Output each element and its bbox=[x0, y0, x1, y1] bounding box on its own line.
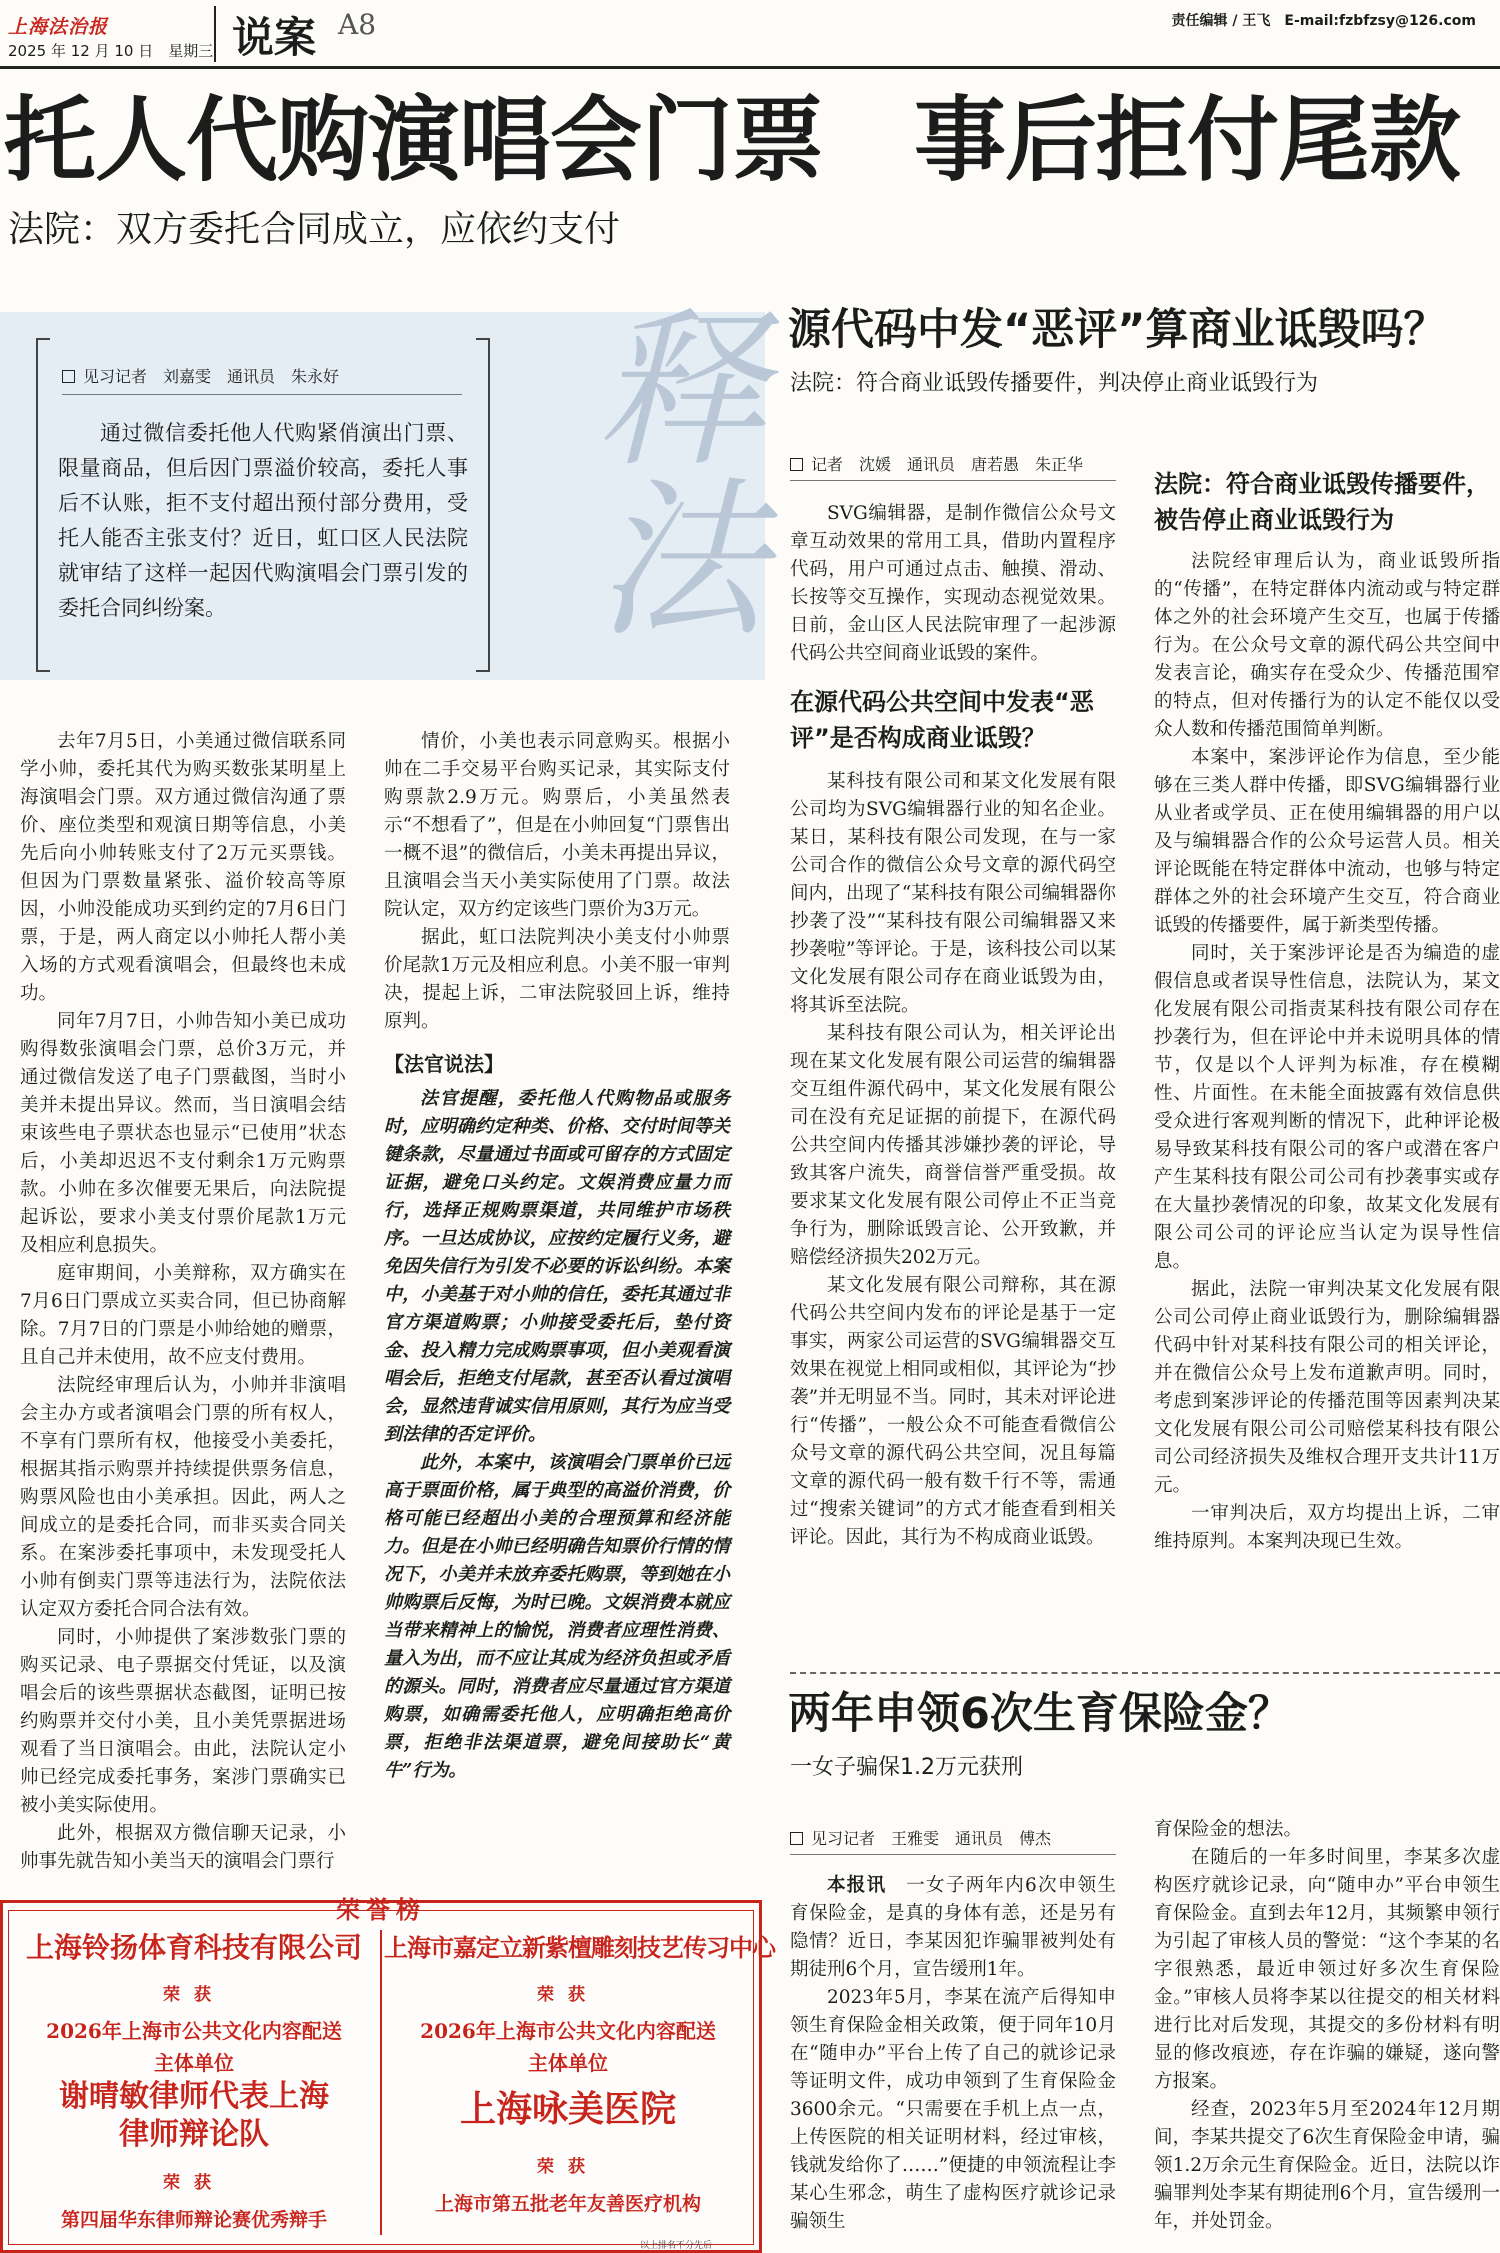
story3-col1 bbox=[790, 1872, 1116, 2236]
judge-paragraph: 此外，本案中，该演唱会门票单价已远高于票面价格，属于典型的高溢价消费，价格可能已经超出小美的合理预算和经济能力。但是在小帅已经明确告知票价行情的情况下，小美并未放弃委托购票，等到她在小帅购票后反悔，为时已晚。文娱消费本就应当带来精神上的愉悦，消费者应理性消费、量入为出，而不应让其成为经济负担或矛盾的源头。同时，消费者应尽量通过官方渠道购票，如确需委托他人，应明确拒绝高价票，拒绝非法渠道票，避免间接助长“黄牛”行为。 bbox=[384, 1452, 730, 1781]
lead-paragraph: 情价，小美也表示同意购买。根据小帅在二手交易平台购买记录，其实际支付购票款2.9万元。购票后，小美虽然表示“不想看了”，但是在小帅回复“门票售出一概不退”的微信后，小美未再提出异议，且演唱会当天小美实际使用了门票。故法院认定，双方约定该些门票价为3万元。 bbox=[384, 731, 730, 920]
lead-byline bbox=[62, 364, 339, 387]
lead-paragraph: 同时，小帅提供了案涉数张门票的购买记录、电子票据交付凭证，以及演唱会后的该些票据状态截图，证明已按约购票并交付小美，且小美凭票据进场观看了当日演唱会。由此，法院认定小帅已经完成委托事务，案涉门票确实已被小美实际使用。 bbox=[20, 1627, 346, 1816]
paper-name-logo: 上海法治报 bbox=[8, 16, 109, 38]
honor-award-word: 荣获 bbox=[537, 2157, 599, 2177]
story2-col2 bbox=[1154, 466, 1500, 1556]
story2-paragraph: 某文化发展有限公司辩称，其在源代码公共空间内发布的评论是基于一定事实，两家公司运营的SVG编辑器交互效果在视觉上相同或相似，其评论为“抄袭”并无明显不当。同时，其未对评论进行“传播”，一般公众不可能查看微信公众号文章的源代码公共空间，况且每篇文章的源代码一般有数千行不等，需通过“搜索关键词”的方式才能查看到相关评论。因此，其行为不构成商业诋毁。 bbox=[790, 1275, 1116, 1548]
honor-board-divider bbox=[380, 1930, 382, 2235]
honor-award-word: 荣获 bbox=[163, 1985, 225, 2005]
lead-col2 bbox=[384, 728, 730, 1785]
honor-entry-award: 上海市第五批老年友善医疗机构 bbox=[434, 2193, 701, 2215]
story2-paragraph: 某科技有限公司认为，相关评论出现在某文化发展有限公司运营的编辑器交互组件源代码中，某文化发展有限公司在没有充足证据的前提下，在源代码公共空间内传播其涉嫌抄袭的评论，导致其客户流失，商誉信誉严重受损。故要求某文化发展有限公司停止不正当竞争行为，删除诋毁言论、公开致歉，并赔偿经济损失202万元。 bbox=[790, 1023, 1116, 1268]
story2-col1 bbox=[790, 500, 1116, 1552]
masthead-divider bbox=[214, 6, 216, 62]
story3-subheadline: 一女子骗保1.2万元获刑 bbox=[790, 1755, 1023, 1780]
lead-paragraph: 此外，根据双方微信聊天记录，小帅事先就告知小美当天的演唱会门票行 bbox=[20, 1823, 346, 1872]
honor-entry bbox=[384, 1922, 775, 2075]
story3-byline-text: 见习记者 王雅雯 通讯员 傅杰 bbox=[811, 1829, 1052, 1848]
lead-subheadline: 法院：双方委托合同成立，应依约支付 bbox=[8, 209, 621, 250]
summary-bracket-left bbox=[36, 338, 50, 672]
lead-paragraph: 同年7月7日，小帅告知小美已成功购得数张演唱会门票，总价3万元，并通过微信发送了电子门票截图，当时小美并未提出异议。然而，当日演唱会结束该些电子票状态也显示“已使用”状态后，小美却迟迟不支付剩余1万元购票款。小帅在多次催要无果后，向法院提起诉讼，要求小美支付票价尾款1万元及相应利息损失。 bbox=[20, 1011, 346, 1256]
judge-paragraph: 法官提醒，委托他人代购物品或服务时，应明确约定种类、价格、交付时间等关键条款，尽量通过书面或可留存的方式固定证据，避免口头约定。文娱消费应量力而行，选择正规购票渠道，共同维护市场秩序。一旦达成协议，应按约定履行义务，避免因失信行为引发不必要的诉讼纠纷。本案中，小美基于对小帅的信任，委托其通过非官方渠道购票；小帅接受委托后，垫付资金、投入精力完成购票事项，但小美观看演唱会后，拒绝支付尾款，甚至否认看过演唱会，显然违背诚实信用原则，其行为应当受到法律的否定评价。 bbox=[384, 1088, 730, 1445]
story2-headline: 源代码中发“恶评”算商业诋毁吗？ bbox=[788, 305, 1447, 355]
watermark-text: 释法 bbox=[566, 300, 764, 640]
story2-paragraph: 法院经审理后认为，商业诋毁所指的“传播”，在特定群体内流动或与特定群体之外的社会环境产生交互，也属于传播行为。在公众号文章的源代码公共空间中发表言论，确实存在受众少、传播范围窄的特点，但对传播行为的认定不能仅以受众人数和传播范围简单判断。 bbox=[1154, 551, 1500, 740]
story2-byline-text: 记者 沈媛 通讯员 唐若愚 朱正华 bbox=[811, 455, 1084, 474]
story3-paragraph: 在随后的一年多时间里，李某多次虚构医疗就诊记录，向“随申办”平台申领生育保险金。直到去年12月，其频繁申领行为引起了审核人员的警觉：“这个李某的名字很熟悉，最近申领过好多次生育保险金。”审核人员将李某以往提交的相关材料进行比对后发现，其提交的多份材料有明显的修改痕迹，存在诈骗的嫌疑，遂向警方报案。 bbox=[1154, 1847, 1500, 2092]
honor-entry bbox=[10, 2078, 378, 2238]
story3-byline bbox=[790, 1826, 1051, 1849]
masthead-rule bbox=[0, 66, 1500, 69]
story2-intro: SVG编辑器，是制作微信公众号文章互动效果的常用工具，借助内置程序代码，用户可通过点击、触摸、滑动、长按等交互操作，实现动态视觉效果。日前，金山区人民法院审理了一起涉源代码公共空间商业诋毁的案件。 bbox=[790, 503, 1116, 664]
story3-paragraph: 2023年5月，李某在流产后得知申领生育保险金相关政策，便于同年10月在“随申办”平台上传了自己的就诊记录等证明文件，成功申领到了生育保险金3600余元。“只需要在手机上点一点，上传医院的相关证明材料，经过审核，钱就发给你了……”便捷的申领流程让李某心生邪念，萌生了虚构医疗就诊记录骗领生 bbox=[790, 1987, 1116, 2232]
story3-byline-rule bbox=[790, 1854, 1116, 1855]
byline-square-icon bbox=[62, 370, 75, 383]
honor-entry bbox=[10, 1922, 378, 2075]
page-number: A8 bbox=[338, 8, 377, 41]
story2-paragraph: 同时，关于案涉评论是否为编造的虚假信息或者误导性信息，法院认为，某文化发展有限公司指责某科技有限公司存在抄袭行为，但在评论中并未说明具体的情节，仅是以个人评判为标准，存在模糊性、片面性。在未能全面披露有效信息供受众进行客观判断的情况下，此种评论极易导致某科技有限公司的客户或潜在客户产生某科技有限公司公司有抄袭事实或存在大量抄袭情况的印象，故某文化发展有限公司公司的评论应当认定为误导性信息。 bbox=[1154, 943, 1500, 1272]
story2-byline-rule bbox=[790, 480, 1116, 481]
lead-summary: 通过微信委托他人代购紧俏演出门票、限量商品，但后因门票溢价较高，委托人事后不认账，拒不支付超出预付部分费用，受托人能否主张支付？近日，虹口区人民法院就审结了这样一起因代购演唱会门票引发的委托合同纠纷案。 bbox=[58, 421, 468, 620]
story3-headline: 两年申领6次生育保险金？ bbox=[788, 1689, 1291, 1739]
lead-byline-rule bbox=[62, 394, 462, 395]
lead-paragraph: 庭审期间，小美辩称，双方确实在7月6日门票成立买卖合同，但已协商解除。7月7日的门票是小帅给她的赠票，且自己并未使用，故不应支付费用。 bbox=[20, 1263, 346, 1368]
masthead bbox=[0, 0, 1500, 70]
honor-entry-name: 上海铃扬体育科技有限公司 bbox=[25, 1931, 362, 1964]
story2-subheadline: 法院：符合商业诋毁传播要件，判决停止商业诋毁行为 bbox=[790, 371, 1319, 396]
story2-paragraph: 一审判决后，双方均提出上诉，二审维持原判。本案判决现已生效。 bbox=[1154, 1503, 1500, 1552]
story3-paragraph: 育保险金的想法。 bbox=[1154, 1819, 1303, 1840]
honor-entry-award: 2026年上海市公共文化内容配送主体单位 bbox=[420, 2019, 716, 2075]
lead-paragraph: 法院经审理后认为，小帅并非演唱会主办方或者演唱会门票的所有权人，不享有门票所有权，他接受小美委托，根据其指示购票并持续提供票务信息，购票风险也由小美承担。因此，两人之间成立的是委托合同，而非买卖合同关系。在案涉委托事项中，未发现受托人小帅有倒卖门票等违法行为，法院依法认定双方委托合同合法有效。 bbox=[20, 1375, 346, 1620]
honor-board-title: 荣誉榜 bbox=[336, 1895, 426, 1924]
honor-entry bbox=[384, 2078, 752, 2238]
honor-entry-award: 第四届华东律师辩论赛优秀辩手 bbox=[60, 2209, 327, 2231]
honor-entry-name: 谢晴敏律师代表上海律师辩论队 bbox=[59, 2079, 329, 2152]
story-separator bbox=[790, 1672, 1500, 1674]
honor-entry-name: 上海咏美医院 bbox=[459, 2089, 676, 2130]
byline-square-icon bbox=[790, 1832, 803, 1845]
honor-entry-name: 上海市嘉定立新紫檀雕刻技艺传习中心 bbox=[384, 1934, 775, 1962]
honor-entry-award: 2026年上海市公共文化内容配送主体单位 bbox=[46, 2019, 342, 2075]
lead-byline-text: 见习记者 刘嘉雯 通讯员 朱永好 bbox=[83, 367, 340, 386]
story2-paragraph: 某科技有限公司和某文化发展有限公司均为SVG编辑器行业的知名企业。某日，某科技有限公司发现，在与一家公司合作的微信公众号文章的源代码空间内，出现了“某科技有限公司编辑器你抄袭了没”“某科技有限公司编辑器又来抄袭啦”等评论。于是，该科技公司以某文化发展有限公司存在商业诋毁为由，将其诉至法院。 bbox=[790, 771, 1116, 1016]
editor-credit: 责任编辑 / 王飞 E-mail:fzbfzsy@126.com bbox=[1171, 13, 1476, 29]
story2-paragraph: 据此，法院一审判决某文化发展有限公司公司停止商业诋毁行为，删除编辑器代码中针对某科技有限公司的相关评论，并在微信公众号上发布道歉声明。同时，考虑到案涉评论的传播范围等因素判决某文化发展有限公司公司赔偿某科技有限公司公司经济损失及维权合理开支共计11万元。 bbox=[1154, 1279, 1500, 1496]
story3-lead bbox=[790, 1872, 1116, 1984]
story3-col2 bbox=[1154, 1816, 1500, 2236]
summary-bracket-right bbox=[476, 338, 490, 672]
story3-lead-text: 一女子两年内6次申领生育保险金，是真的身体有恙，还是另有隐情？近日，李某因犯诈骗罪被判处有期徒刑6个月，宣告缓刑1年。 bbox=[790, 1875, 1116, 1980]
lead-col1 bbox=[20, 728, 346, 1876]
section-name: 说案 bbox=[232, 13, 317, 62]
lead-paragraph: 去年7月5日，小美通过微信联系同学小帅，委托其代为购买数张某明星上海演唱会门票。双方通过微信沟通了票价、座位类型和观演日期等信息，小美先后向小帅转账支付了2万元买票钱。但因为门票数量紧张、溢价较高等原因，小帅没能成功买到约定的7月6日门票，于是，两人商定以小帅托人帮小美入场的方式观看演唱会，但最终也未成功。 bbox=[20, 731, 346, 1004]
story3-lead-label: 本报讯 bbox=[827, 1875, 887, 1896]
judge-section-heading: 【法官说法】 bbox=[384, 1052, 504, 1076]
story2-section2-title: 法院：符合商业诋毁传播要件，被告停止商业诋毁行为 bbox=[1154, 470, 1490, 534]
lead-headline: 托人代购演唱会门票 事后拒付尾款 bbox=[4, 87, 1461, 194]
story2-byline bbox=[790, 452, 1083, 475]
byline-square-icon bbox=[790, 458, 803, 471]
honor-award-word: 荣获 bbox=[163, 2173, 225, 2193]
story2-section1-title: 在源代码公共空间中发表“恶评”是否构成商业诋毁？ bbox=[790, 688, 1094, 752]
lead-paragraph: 据此，虹口法院判决小美支付小帅票价尾款1万元及相应利息。小美不服一审判决，提起上诉，二审法院驳回上诉，维持原判。 bbox=[384, 927, 730, 1032]
story2-paragraph: 本案中，案涉评论作为信息，至少能够在三类人群中传播，即SVG编辑器行业从业者或学员、正在使用编辑器的用户以及与编辑器合作的公众号运营人员。相关评论既能在特定群体中流动，也够与特定群体之外的社会环境产生交互，符合商业诋毁的传播要件，属于新类型传播。 bbox=[1154, 747, 1500, 936]
story3-paragraph: 经查，2023年5月至2024年12月期间，李某共提交了6次生育保险金申请，骗领1.2万余元生育保险金。近日，法院以诈骗罪判处李某有期徒刑6个月，宣告缓刑一年，并处罚金。 bbox=[1154, 2099, 1500, 2232]
honor-award-word: 荣获 bbox=[537, 1985, 599, 2005]
honor-board-footnote: 以上排名不分先后 bbox=[640, 2241, 713, 2251]
issue-date: 2025 年 12 月 10 日 星期三 bbox=[8, 42, 214, 60]
